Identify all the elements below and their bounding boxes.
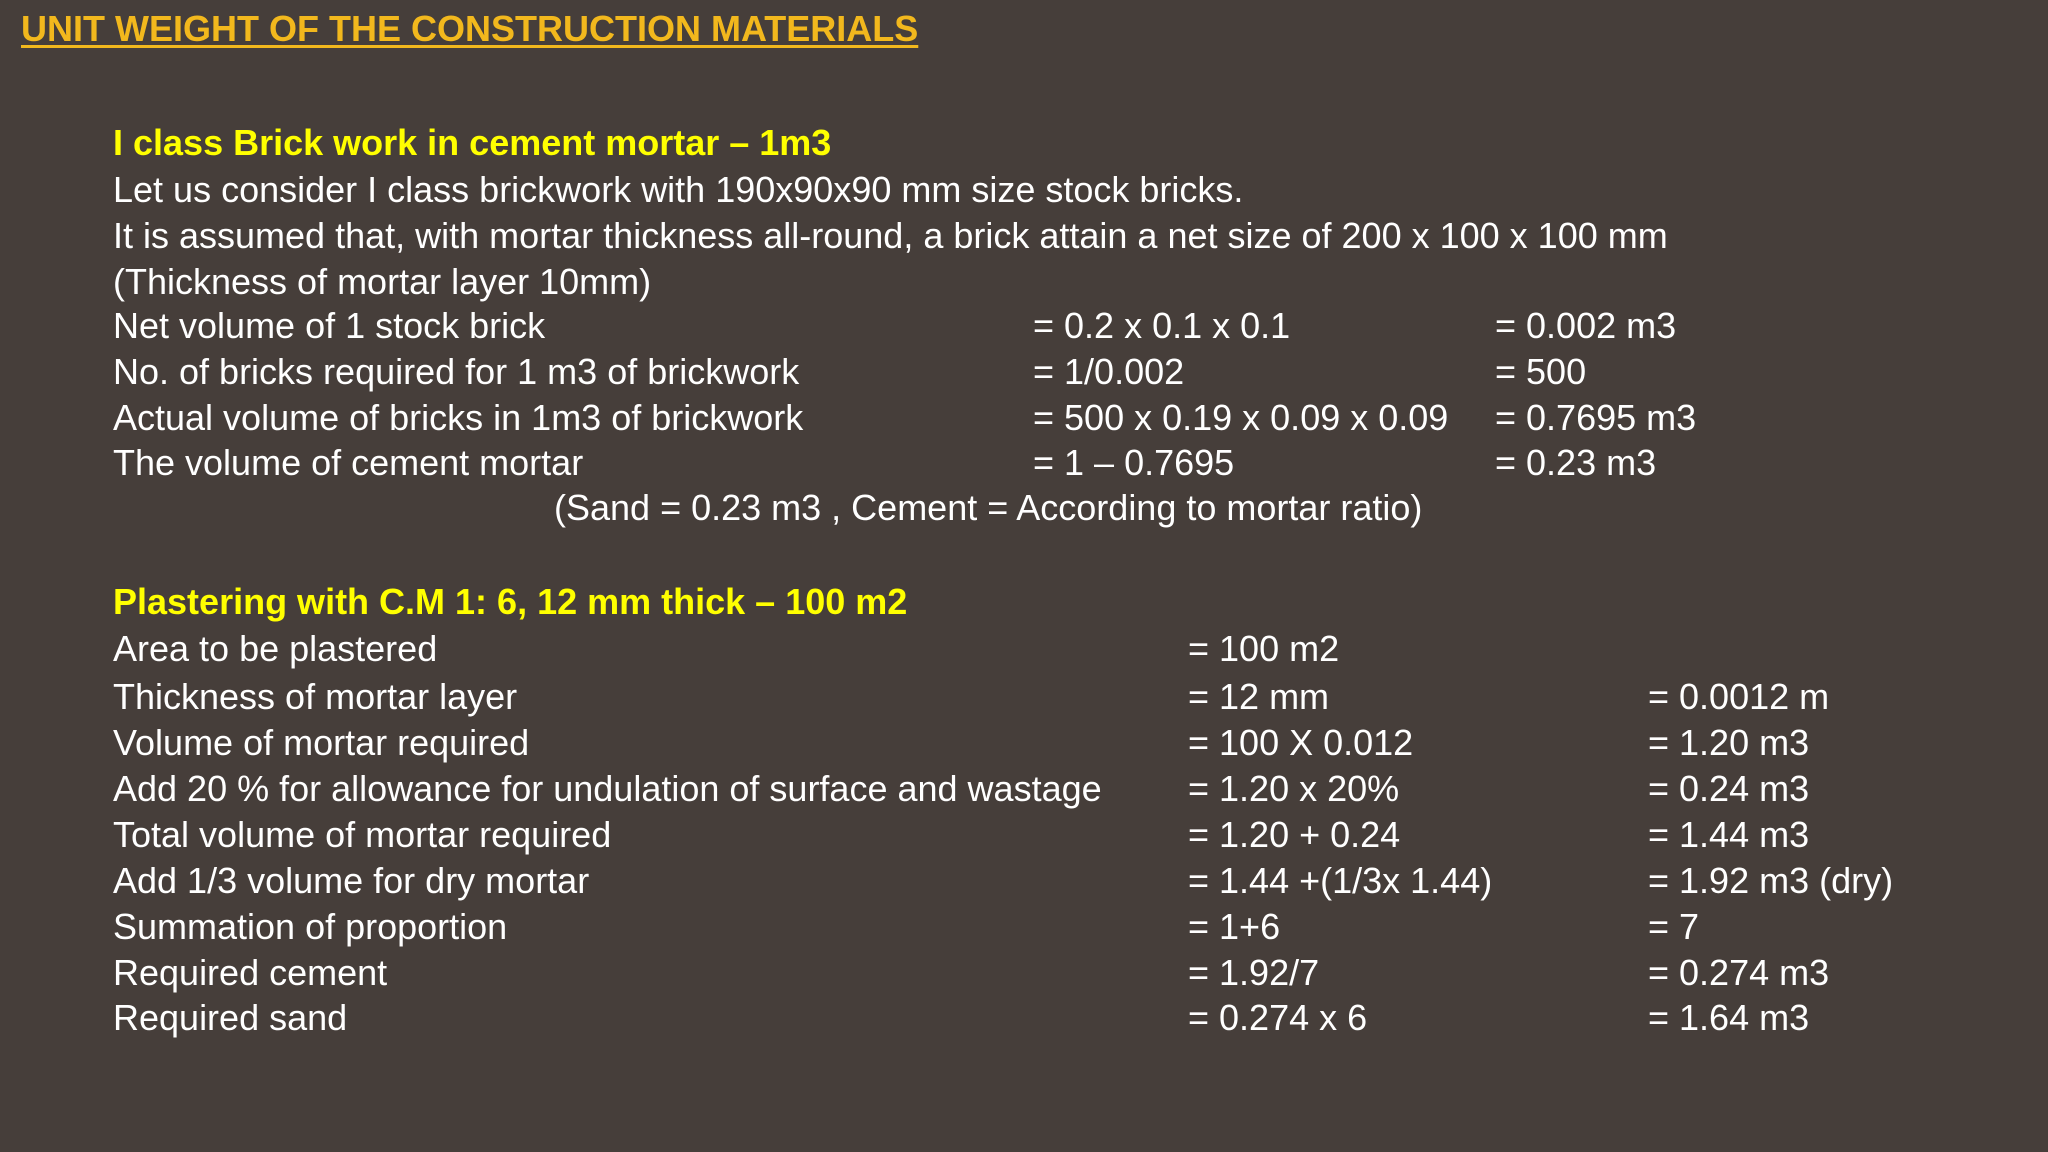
row-result: = 0.7695 m3 [1495, 397, 1697, 438]
plastering-row [113, 721, 1993, 765]
plastering-row [113, 996, 1993, 1040]
brickwork-intro-line: It is assumed that, with mortar thickness all-round, a brick attain a net size of 200 x 100 x 100 mm [113, 215, 1668, 256]
row-formula: = 1.20 + 0.24 [1188, 814, 1401, 855]
row-label: Total volume of mortar required [113, 814, 612, 855]
row-formula: = 12 mm [1188, 676, 1330, 717]
row-formula: = 100 X 0.012 [1188, 722, 1414, 763]
row-label: Thickness of mortar layer [113, 676, 518, 717]
brickwork-row [113, 304, 1993, 348]
plastering-row [113, 951, 1993, 995]
brickwork-row [113, 350, 1993, 394]
plastering-heading: Plastering with C.M 1: 6, 12 mm thick – 100 m2 [113, 581, 908, 622]
plastering-row [113, 905, 1993, 949]
brickwork-intro-line: (Thickness of mortar layer 10mm) [113, 261, 652, 302]
row-label: Required cement [113, 952, 388, 993]
row-formula: = 500 x 0.19 x 0.09 x 0.09 [1033, 397, 1449, 438]
row-result: = 1.92 m3 (dry) [1648, 860, 1894, 901]
row-formula: = 1+6 [1188, 906, 1281, 947]
row-formula: = 0.2 x 0.1 x 0.1 [1033, 305, 1291, 346]
row-result: = 0.23 m3 [1495, 442, 1657, 483]
row-label: Area to be plastered [113, 628, 438, 669]
row-label: Volume of mortar required [113, 722, 530, 763]
row-label: Actual volume of bricks in 1m3 of brickwork [113, 397, 804, 438]
brickwork-intro-line: Let us consider I class brickwork with 190x90x90 mm size stock bricks. [113, 169, 1244, 210]
row-label: The volume of cement mortar [113, 442, 584, 483]
row-result: = 0.24 m3 [1648, 768, 1810, 809]
row-formula: = 1.44 +(1/3x 1.44) [1188, 860, 1493, 901]
plastering-row [113, 675, 1993, 719]
row-result: = 0.0012 m [1648, 676, 1830, 717]
brickwork-row [113, 396, 1993, 440]
brickwork-row [113, 441, 1993, 485]
plastering-row [113, 627, 1993, 671]
row-label: Summation of proportion [113, 906, 508, 947]
row-formula: = 1 – 0.7695 [1033, 442, 1235, 483]
plastering-row [113, 767, 1993, 811]
row-result: = 1.44 m3 [1648, 814, 1810, 855]
row-result: = 1.20 m3 [1648, 722, 1810, 763]
row-result: = 1.64 m3 [1648, 997, 1810, 1038]
row-label: Required sand [113, 997, 348, 1038]
row-result: = 0.002 m3 [1495, 305, 1677, 346]
row-formula: = 0.274 x 6 [1188, 997, 1368, 1038]
row-result: = 0.274 m3 [1648, 952, 1830, 993]
row-label: Add 20 % for allowance for undulation of surface and wastage [113, 768, 1102, 809]
row-result: = 7 [1648, 906, 1700, 947]
row-result: = 500 [1495, 351, 1587, 392]
row-formula: = 1.92/7 [1188, 952, 1320, 993]
row-label: No. of bricks required for 1 m3 of brickwork [113, 351, 800, 392]
brickwork-heading: I class Brick work in cement mortar – 1m3 [113, 122, 832, 163]
plastering-row [113, 859, 1993, 903]
row-formula: = 100 m2 [1188, 628, 1340, 669]
brickwork-note: (Sand = 0.23 m3 , Cement = According to mortar ratio) [554, 487, 1423, 528]
plastering-row [113, 813, 1993, 857]
row-formula: = 1.20 x 20% [1188, 768, 1400, 809]
row-formula: = 1/0.002 [1033, 351, 1185, 392]
slide-title: UNIT WEIGHT OF THE CONSTRUCTION MATERIALS [21, 8, 919, 49]
row-label: Net volume of 1 stock brick [113, 305, 546, 346]
row-label: Add 1/3 volume for dry mortar [113, 860, 590, 901]
